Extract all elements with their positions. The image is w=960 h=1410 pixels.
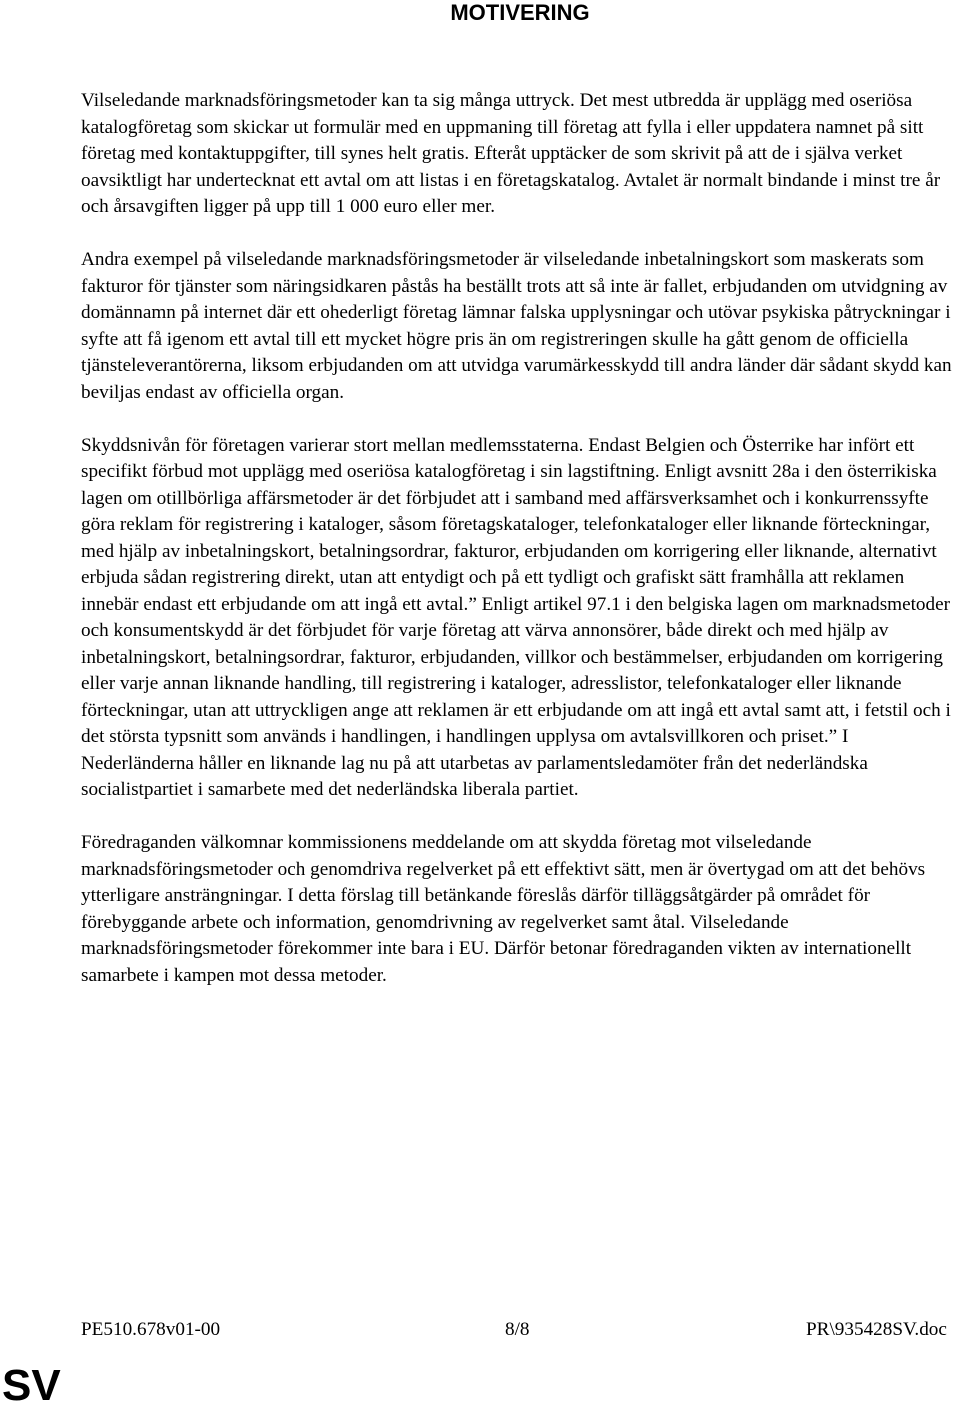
footer-page-number: 8/8 — [505, 1319, 530, 1340]
sentence: Vilseledande marknadsföringsmetoder förekommer inte bara i EU. — [81, 911, 789, 959]
sentence: Det mest utbredda är upplägg med oseriösa katalogföretag som skickar ut formulär med en uppmaning till företag att fylla i eller uppdatera namnet på sitt företag med kontaktuppgifter, till synes helt gratis. — [81, 90, 924, 164]
sentence: Avtalet är normalt bindande i minst tre år och årsavgiften ligger på upp till 1 000 euro eller mer. — [81, 169, 941, 217]
sentence: Enligt artikel 97.1 i den belgiska lagen om marknadsmetoder och konsumentskydd är det förbjudet för varje företag att värva annonsörer, både direkt och med hjälp av inbetalningskort, betalningsordrar, fakturor, erbjudanden, villkor och bestämmelser, erbjudanden om korrigering eller varje annan liknande handling, till registrering i kataloger, adresslistor, telefonkataloger eller liknande förteckningar, utan att uttryckligen ange att reklamen är ett erbjudande om att ingå ett avtal samt att, i fetstil och i det största typsnitt som används i handlingen, i handlingen upplysa om avtalsvillkoren och priset.” — [81, 593, 951, 747]
sentence: Skyddsnivån för företagen varierar stort mellan medlemsstaterna. — [81, 434, 584, 456]
sentence: I Nederländerna håller en liknande lag nu på att utarbetas av parlamentsledamöter från det nederländska socialistpartiet i samarbete med det nederländska liberala partiet. — [81, 726, 868, 800]
sentence: Därför betonar föredraganden vikten av internationellt samarbete i kampen mot dessa metoder. — [81, 938, 912, 986]
paragraph — [81, 247, 960, 406]
sentence: Föredraganden välkomnar kommissionens meddelande om att skydda företag mot vilseledande marknadsföringsmetoder och genomdriva regelverket på ett effektivt sätt, men är övertygad om att det behövs ytterligare ansträngningar. — [81, 832, 926, 906]
document-body — [81, 88, 960, 1016]
sentence: I detta förslag till betänkande föreslås därför tilläggsåtgärder på området för förebyggande arbete och information, genomdrivning av regelverket samt åtal. — [81, 885, 871, 933]
language-code: SV — [2, 1361, 61, 1410]
paragraph — [81, 433, 960, 804]
paragraph — [81, 830, 960, 989]
sentence: Andra exempel på vilseledande marknadsföringsmetoder är vilseledande inbetalningskort som maskerats som fakturor för tjänster som näringsidkaren påstås ha beställt trots att så inte är fallet, erbjudanden om utvidgning av domännamn på internet där ett ohederligt företag lämnar falska upplysningar och utövar psykiska påtryckningar i syfte att få igenom ett avtal till ett mycket högre pris än om registreringen skulle ha gått genom de officiella tjänsteleverantörerna, liksom erbjudanden om att utvidga varumärkesskydd till andra länder där sådant skydd kan beviljas endast av officiella organ. — [81, 249, 952, 403]
sentence: Vilseledande marknadsföringsmetoder kan ta sig många uttryck. — [81, 90, 575, 111]
footer-document-reference: PE510.678v01-00 — [81, 1319, 221, 1340]
paragraph — [81, 88, 960, 221]
section-heading: MOTIVERING — [450, 0, 590, 25]
sentence: Endast Belgien och Österrike har infört ett specifikt förbud mot upplägg med oseriösa katalogföretag i sin lagstiftning. — [81, 434, 915, 482]
footer-file-name: PR\935428SV.doc — [806, 1319, 947, 1340]
sentence: Efteråt upptäcker de som skrivit på att de i själva verket oavsiktligt har undertecknat ett avtal om att listas i en företagskatalog. — [81, 143, 903, 191]
sentence: Enligt avsnitt 28a i den österrikiska lagen om otillbörliga affärsmetoder är det förbjudet att i samband med affärsverksamhet och i konkurrenssyfte göra reklam för registrering i kataloger, såsom företagskataloger, telefonkataloger eller liknande förteckningar, med hjälp av inbetalningskort, betalningsordrar, fakturor, erbjudanden om korrigering eller liknande, alternativt erbjuda sådan registrering direkt, utan att entydigt och på ett tydligt och grafiskt sätt framhålla att reklamen innebär endast ett erbjudande om att ingå ett avtal.” — [81, 461, 937, 615]
